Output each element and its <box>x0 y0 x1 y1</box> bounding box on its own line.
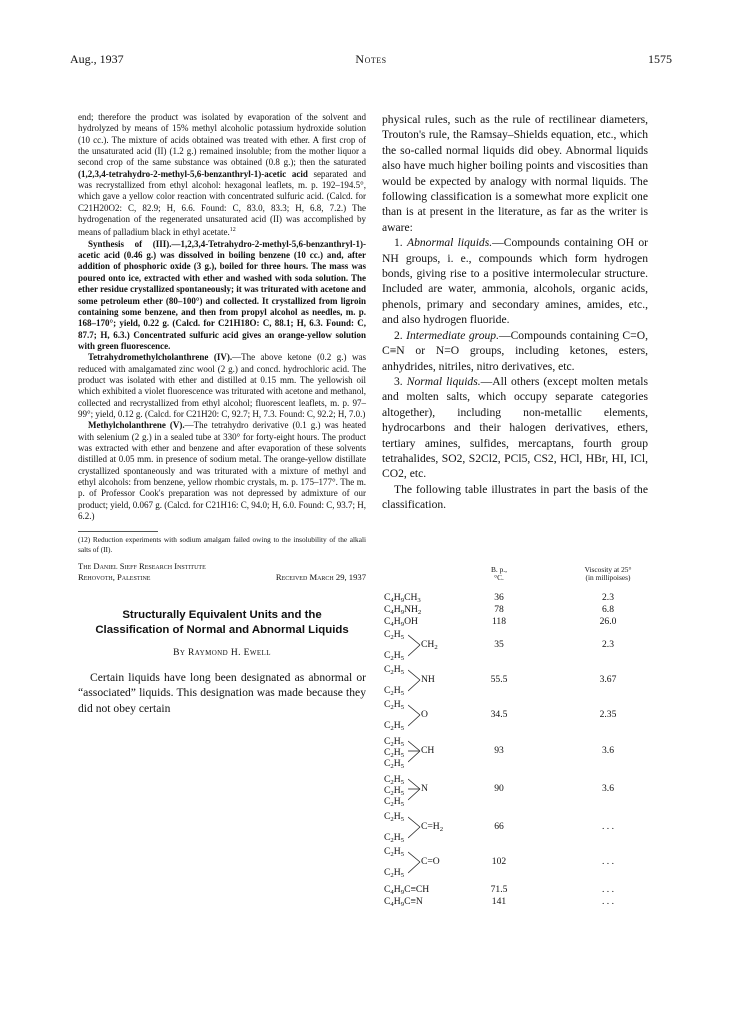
boiling-point-cell: 36 <box>494 592 504 603</box>
paragraph-continued: end; therefore the product was isolated by evaporation of the solvent and hydrolyzed by means of 15% methyl alcoholic potassium hydroxide solution (10 cc.). The mixture of acids obtained was treated with ether. A first crop of the unsaturated acid (II) (1.2 g.) remained insoluble; from the mother liquor a second crop of the same substance was obtained (0.8 g.); then the saturated (1,2,3,4-tetrahydro-2-methyl-5,6-benzanthryl-1)-acetic acid separated and was recrystallized from ethyl alcohol: hexagonal leaflets, m. p. 192–194.5°, which gave a yellow color reaction with concentrated sulfuric acid. (Calcd. for C21H20O2: C, 82.9; H, 6.6. Found: C, 83.0, 83.3; H, 6.8, 7.2.) The hydrogenation of the regenerated unsaturated acid (II) was accomplished by means of palladium black in ethyl acetate.$^{12}$ <box>78 112 366 238</box>
boiling-point-cell: 55.5 <box>490 674 508 685</box>
boiling-point-cell: 34.5 <box>490 709 508 720</box>
boiling-point-cell: 118 <box>491 616 507 627</box>
boiling-point-cell: 71.5 <box>490 884 508 895</box>
article-intro: Certain liquids have long been designated as abnormal or “associated” liquids. This designation was made because they did not obey certain <box>78 670 366 715</box>
header-viscosity: Viscosity at 25° (in millipoises) <box>584 565 632 582</box>
header-date: Aug., 1937 <box>70 52 124 66</box>
formula-cell: $C_4H_9C\equiv N$ <box>384 896 423 908</box>
paragraph-synthesis-iii: Synthesis of (III).—1,2,3,4-Tetrahydro-2-methyl-5,6-benzanthryl-1)-acetic acid (0.46 g.) was dissolved in boiling benzene (10 cc.) and, after addition of phosphoric oxide (3 g.), boiled for three hours. The mass was poured onto ice, extracted with ether and washed with soda solution. The ether residue crystallized spontaneously; it was triturated with acetone and some petroleum ether (80–100°) and collected. It crystallized from ligroin containing some benzene, and then from propyl alcohol as needles, m. p. 168–170°; yield, 0.22 g. (Calcd. for C21H18O: C, 88.1; H, 6.3. Found: C, 87.7; H, 6.3.) Concentrated sulfuric acid gives an orange-yellow solution with green fluorescence. <box>78 238 366 351</box>
functional-group: CH <box>421 745 435 756</box>
boiling-point-cell: 141 <box>491 896 507 907</box>
viscosity-cell: 6.8 <box>602 604 614 615</box>
table-row <box>384 896 648 908</box>
table-row: $C_2H_5$ $C_2H_5$ $CH_2$ 35 2.3 <box>384 629 648 661</box>
functional-group: NH <box>421 674 435 685</box>
paragraph-methylcholanthrene: Methylcholanthrene (V).—The tetrahydro derivative (0.1 g.) was heated with selenium (2 g.) in a sealed tube at 330° for forty-eight hours. The product was extracted with ether and benzene and after evaporation of these solvents distilled at 0.05 mm. in presence of sodium metal. The orange-yellow distillate crystallized spontaneously and was triturated with a mixture of methyl and ethyl alcohols: from benzene, yellow rhombic crystals, m. p. 175–177°. The m. p. of Professor Cook's preparation was not depressed by admixture of our product; yield, 0.067 g. (Calcd. for C21H16: C, 94.0; H, 6.0. Found: C, 93.7; H, 6.2.) <box>78 420 366 522</box>
header-boiling-point: B. p., °C. <box>490 565 507 582</box>
footnote-12: (12) Reduction experiments with sodium amalgam failed owing to the insolubility of the alkali salts of (II). <box>78 535 366 554</box>
boiling-point-cell: 35 <box>494 639 504 650</box>
institute-name: The Daniel Sieff Research Institute <box>78 561 206 572</box>
table-row <box>384 592 648 604</box>
table-row <box>384 884 648 896</box>
author-byline: By Raymond H. Ewell <box>173 648 271 659</box>
boiling-point-cell: 66 <box>494 821 504 832</box>
reference-12: 12 <box>229 227 236 234</box>
paragraph-table-intro: The following table illustrates in part the basis of the classification. <box>382 482 648 512</box>
viscosity-cell: . . . <box>602 856 614 867</box>
institute-location: Rehovoth, Palestine <box>78 571 151 582</box>
footnote-rule <box>78 531 366 554</box>
boiling-point-cell: 90 <box>494 783 504 794</box>
boiling-point-cell: 78 <box>494 604 504 615</box>
viscosity-cell: . . . <box>602 884 614 895</box>
affiliation <box>78 561 366 582</box>
right-column <box>382 112 648 513</box>
table-row: $C_2H_5$ $C_2H_5$ O 34.5 2.35 <box>384 699 648 731</box>
viscosity-cell: 26.0 <box>599 616 617 627</box>
paragraph-rules: physical rules, such as the rule of rectilinear diameters, Trouton's rule, the Ramsay–Shields equation, etc., which the so-called normal liquids did obey. Abnormal liquids also have much higher boiling points and viscosities than would be expected by analogy with normal liquids. The following classification is a somewhat more explicit one than is at present in the literature, as far as the writer is aware: <box>382 113 648 234</box>
formula-cell: $C_4H_9NH_2$ <box>384 604 422 616</box>
table-row <box>384 616 648 628</box>
functional-group: $C=H_2$ <box>421 821 444 833</box>
header-section: Notes <box>355 52 387 66</box>
viscosity-cell: . . . <box>602 821 614 832</box>
functional-group: O <box>421 709 428 720</box>
page-number: 1575 <box>648 52 672 66</box>
table-row: $C_2H_5$ $C_2H_5$ C=O 102 . . . <box>384 846 648 878</box>
article-title: Structurally Equivalent Units and the Classification of Normal and Abnormal Liquids <box>95 609 349 637</box>
table-row: $C_2H_5$ $C_2H_5$ $C_2H_5$ N 90 3.6 <box>384 774 648 808</box>
formula-cell: $C_4H_9C\equiv CH$ <box>384 884 430 896</box>
functional-group: N <box>421 783 428 794</box>
running-header <box>70 52 672 68</box>
bold-compound: (1,2,3,4-tetrahydro-2-methyl-5,6-benzanthryl-1)-acetic acid <box>78 168 308 179</box>
class-abnormal: 1. Abnormal liquids.—Compounds containing OH or NH groups, i. e., compounds which form hydrogen bonds, giving rise to a positive intermolecular structure. Included are water, ammonia, alcohols, organic acids, phenols, primary and secondary amines, amides, etc., and also hydrogen fluoride. <box>382 236 648 327</box>
functional-group: C=O <box>421 856 440 867</box>
class-normal: 3. Normal liquids.—All others (except molten metals and molten salts, which occupy separate categories altogether), including non-metallic elements, hydrocarbons and their halogen derivatives, ethers, tertiary amines, sulfides, mercaptans, fourth group tetrahalides, SO2, S2Cl2, PCl5, CS2, HCl, HBr, HI, ICl, CO2, etc. <box>382 374 649 481</box>
class-intermediate: 2. Intermediate group.—Compounds containing C=O, C≡N or N=O groups, including ketones, esters, anhydrides, nitriles, nitro derivatives, etc. <box>382 328 648 373</box>
formula-cell: $C_4H_9OH$ <box>384 616 418 628</box>
left-column <box>78 112 366 716</box>
viscosity-cell: 2.35 <box>599 709 617 720</box>
viscosity-cell: 3.6 <box>602 783 614 794</box>
viscosity-cell: 2.3 <box>602 639 614 650</box>
table-row: $C_2H_5$ $C_2H_5$ $C_2H_5$ CH 93 3.6 <box>384 736 648 770</box>
table-row <box>384 604 648 616</box>
formula-cell: $C_4H_9CH_3$ <box>384 592 421 604</box>
boiling-point-cell: 102 <box>491 856 507 867</box>
viscosity-cell: . . . <box>602 896 614 907</box>
boiling-point-cell: 93 <box>494 745 504 756</box>
viscosity-cell: 2.3 <box>602 592 614 603</box>
viscosity-cell: 3.6 <box>602 745 614 756</box>
paragraph-tetrahydro: Tetrahydromethylcholanthrene (IV).—The above ketone (0.2 g.) was reduced with amalgamated zinc wool (2 g.) and concd. hydrochloric acid. The product was isolated with ether and distilled at 0.15 mm. The yellowish oil which exhibited a violet fluorescence was triturated with acetone and methanol, collected and recrystallized from ethyl alcohol; fluorescent leaflets, m. p. 97–99°; yield, 0.12 g. (Calcd. for C21H20: C, 92.7; H, 7.3. Found: C, 92.2; H, 7.0.) <box>78 352 366 419</box>
functional-group: $CH_2$ <box>421 639 438 651</box>
table-row: $C_2H_5$ $C_2H_5$ NH 55.5 3.67 <box>384 664 648 696</box>
table-row: $C_2H_5$ $C_2H_5$ $C=H_2$ 66 . . . <box>384 811 648 843</box>
viscosity-cell: 3.67 <box>599 674 617 685</box>
received-date: Received March 29, 1937 <box>275 571 366 582</box>
